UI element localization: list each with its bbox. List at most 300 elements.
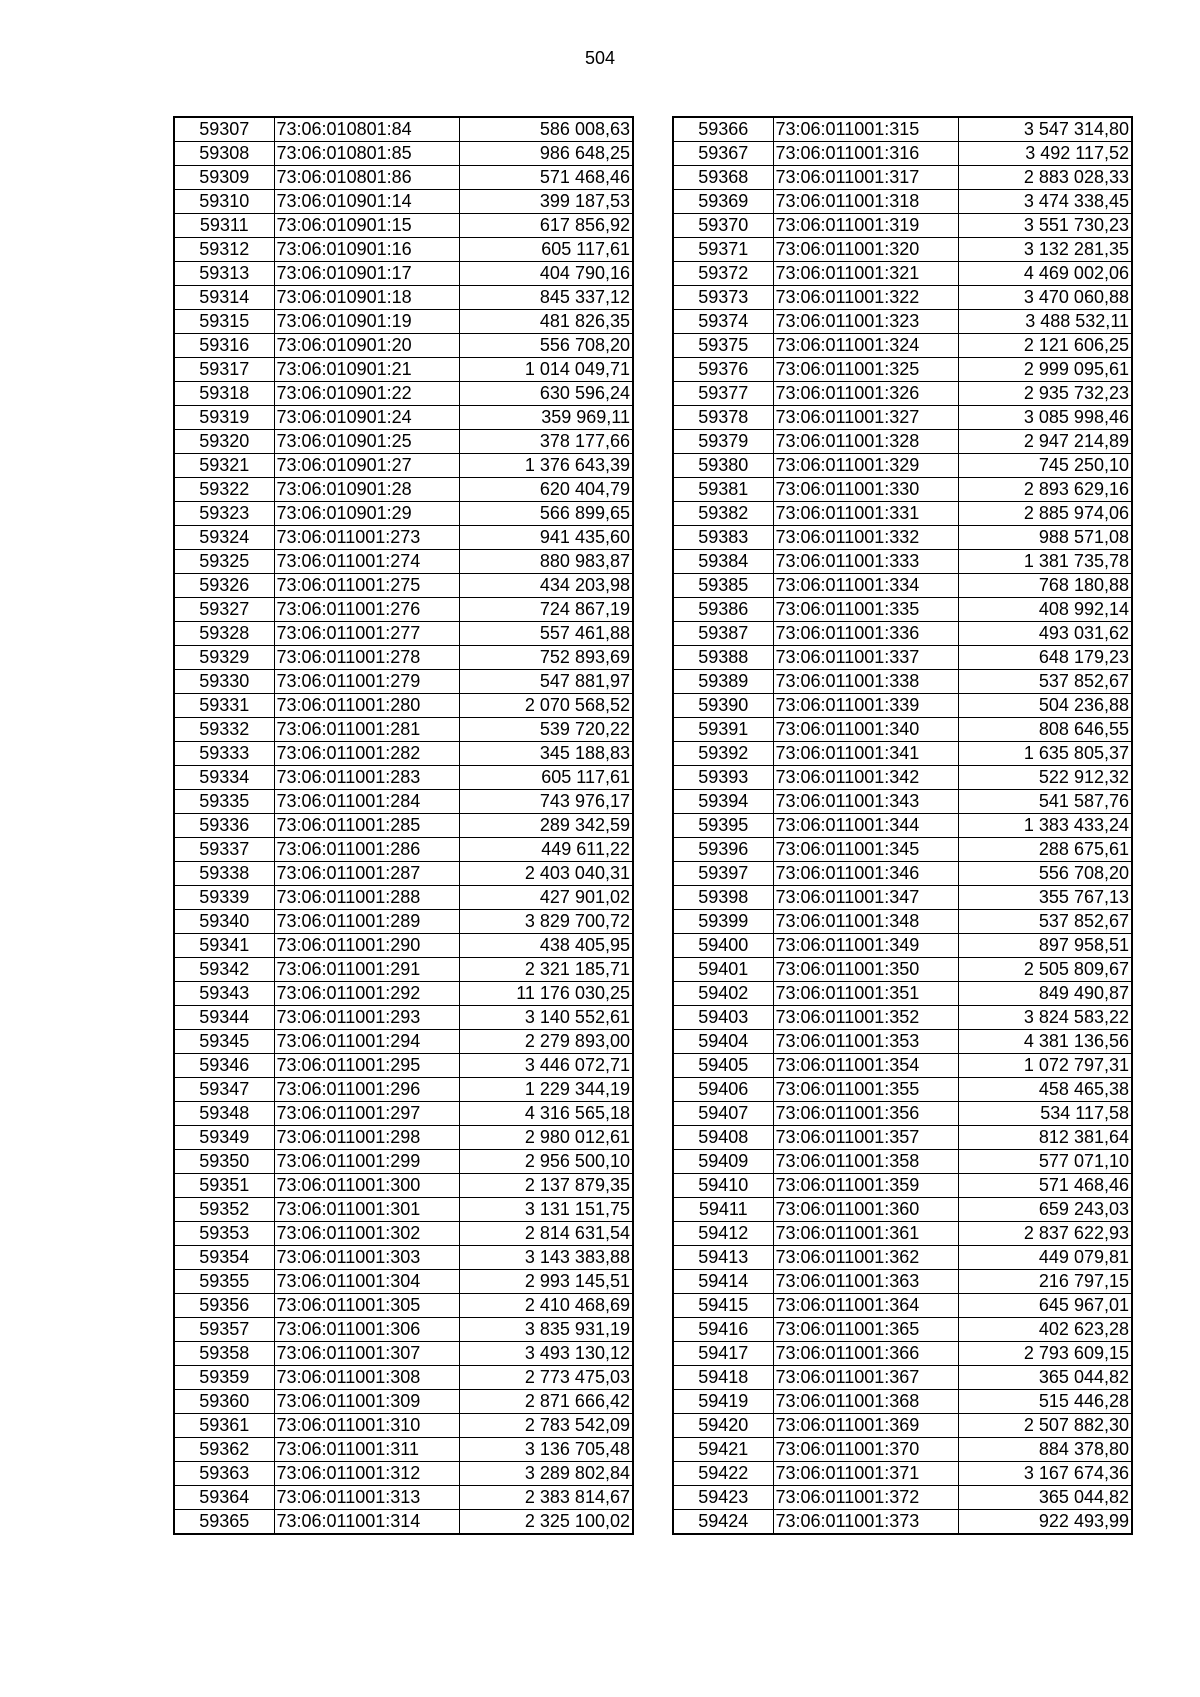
row-number-cell: 59346: [174, 1054, 274, 1078]
row-number-cell: 59383: [673, 526, 773, 550]
value-cell: 378 177,66: [459, 430, 633, 454]
cadastral-number-cell: 73:06:011001:294: [274, 1030, 459, 1054]
cadastral-number-cell: 73:06:011001:339: [773, 694, 958, 718]
row-number-cell: 59417: [673, 1342, 773, 1366]
cadastral-number-cell: 73:06:011001:273: [274, 526, 459, 550]
table-row: [174, 454, 633, 478]
row-number-cell: 59351: [174, 1174, 274, 1198]
cadastral-table-left: [173, 116, 634, 1535]
table-row: [673, 430, 1132, 454]
cadastral-number-cell: 73:06:011001:373: [773, 1510, 958, 1535]
value-cell: 2 321 185,71: [459, 958, 633, 982]
value-cell: 365 044,82: [958, 1486, 1132, 1510]
value-cell: 3 136 705,48: [459, 1438, 633, 1462]
row-number-cell: 59359: [174, 1366, 274, 1390]
cadastral-number-cell: 73:06:011001:365: [773, 1318, 958, 1342]
table-row: [673, 1246, 1132, 1270]
cadastral-number-cell: 73:06:011001:349: [773, 934, 958, 958]
cadastral-number-cell: 73:06:011001:358: [773, 1150, 958, 1174]
table-row: [673, 166, 1132, 190]
cadastral-number-cell: 73:06:011001:290: [274, 934, 459, 958]
row-number-cell: 59423: [673, 1486, 773, 1510]
row-number-cell: 59358: [174, 1342, 274, 1366]
row-number-cell: 59373: [673, 286, 773, 310]
cadastral-number-cell: 73:06:011001:309: [274, 1390, 459, 1414]
cadastral-number-cell: 73:06:011001:355: [773, 1078, 958, 1102]
row-number-cell: 59404: [673, 1030, 773, 1054]
table-row: [174, 1414, 633, 1438]
value-cell: 3 140 552,61: [459, 1006, 633, 1030]
table-row: [174, 574, 633, 598]
value-cell: 880 983,87: [459, 550, 633, 574]
cadastral-number-cell: 73:06:011001:338: [773, 670, 958, 694]
value-cell: 645 967,01: [958, 1294, 1132, 1318]
row-number-cell: 59347: [174, 1078, 274, 1102]
value-cell: 216 797,15: [958, 1270, 1132, 1294]
table-row: [673, 1270, 1132, 1294]
table-row: [174, 1150, 633, 1174]
table-row: [673, 190, 1132, 214]
table-row: [673, 1030, 1132, 1054]
table-row: [174, 1294, 633, 1318]
value-cell: 2 980 012,61: [459, 1126, 633, 1150]
cadastral-number-cell: 73:06:010901:20: [274, 334, 459, 358]
value-cell: 3 131 151,75: [459, 1198, 633, 1222]
cadastral-number-cell: 73:06:011001:361: [773, 1222, 958, 1246]
value-cell: 2 885 974,06: [958, 502, 1132, 526]
value-cell: 493 031,62: [958, 622, 1132, 646]
table-row: [673, 574, 1132, 598]
table-row: [174, 742, 633, 766]
value-cell: 522 912,32: [958, 766, 1132, 790]
row-number-cell: 59367: [673, 142, 773, 166]
cadastral-number-cell: 73:06:011001:295: [274, 1054, 459, 1078]
table-row: [174, 1054, 633, 1078]
cadastral-number-cell: 73:06:011001:300: [274, 1174, 459, 1198]
row-number-cell: 59342: [174, 958, 274, 982]
value-cell: 922 493,99: [958, 1510, 1132, 1535]
cadastral-number-cell: 73:06:011001:362: [773, 1246, 958, 1270]
table-row: [174, 1270, 633, 1294]
cadastral-number-cell: 73:06:011001:283: [274, 766, 459, 790]
value-cell: 2 410 468,69: [459, 1294, 633, 1318]
value-cell: 3 492 117,52: [958, 142, 1132, 166]
value-cell: 2 883 028,33: [958, 166, 1132, 190]
row-number-cell: 59309: [174, 166, 274, 190]
table-row: [673, 502, 1132, 526]
row-number-cell: 59340: [174, 910, 274, 934]
value-cell: 941 435,60: [459, 526, 633, 550]
table-row: [673, 1222, 1132, 1246]
table-row: [673, 862, 1132, 886]
cadastral-number-cell: 73:06:010801:85: [274, 142, 459, 166]
cadastral-number-cell: 73:06:011001:311: [274, 1438, 459, 1462]
value-cell: 724 867,19: [459, 598, 633, 622]
value-cell: 2 507 882,30: [958, 1414, 1132, 1438]
table-row: [174, 838, 633, 862]
row-number-cell: 59376: [673, 358, 773, 382]
table-row: [174, 982, 633, 1006]
cadastral-number-cell: 73:06:011001:310: [274, 1414, 459, 1438]
table-row: [673, 142, 1132, 166]
row-number-cell: 59409: [673, 1150, 773, 1174]
row-number-cell: 59390: [673, 694, 773, 718]
value-cell: 605 117,61: [459, 238, 633, 262]
cadastral-number-cell: 73:06:011001:353: [773, 1030, 958, 1054]
table-row: [673, 982, 1132, 1006]
row-number-cell: 59357: [174, 1318, 274, 1342]
row-number-cell: 59324: [174, 526, 274, 550]
table-row: [174, 238, 633, 262]
cadastral-number-cell: 73:06:011001:322: [773, 286, 958, 310]
value-cell: 2 279 893,00: [459, 1030, 633, 1054]
cadastral-number-cell: 73:06:011001:302: [274, 1222, 459, 1246]
value-cell: 1 072 797,31: [958, 1054, 1132, 1078]
value-cell: 427 901,02: [459, 886, 633, 910]
cadastral-number-cell: 73:06:010901:19: [274, 310, 459, 334]
row-number-cell: 59355: [174, 1270, 274, 1294]
cadastral-number-cell: 73:06:010901:28: [274, 478, 459, 502]
cadastral-number-cell: 73:06:011001:371: [773, 1462, 958, 1486]
cadastral-number-cell: 73:06:011001:278: [274, 646, 459, 670]
value-cell: 458 465,38: [958, 1078, 1132, 1102]
cadastral-number-cell: 73:06:011001:370: [773, 1438, 958, 1462]
row-number-cell: 59368: [673, 166, 773, 190]
cadastral-number-cell: 73:06:011001:343: [773, 790, 958, 814]
table-row: [174, 1366, 633, 1390]
value-cell: 3 547 314,80: [958, 117, 1132, 142]
value-cell: 2 893 629,16: [958, 478, 1132, 502]
row-number-cell: 59420: [673, 1414, 773, 1438]
row-number-cell: 59350: [174, 1150, 274, 1174]
row-number-cell: 59393: [673, 766, 773, 790]
cadastral-number-cell: 73:06:011001:324: [773, 334, 958, 358]
cadastral-number-cell: 73:06:011001:350: [773, 958, 958, 982]
table-row: [174, 1222, 633, 1246]
row-number-cell: 59310: [174, 190, 274, 214]
table-row: [673, 262, 1132, 286]
table-row: [174, 214, 633, 238]
cadastral-number-cell: 73:06:011001:292: [274, 982, 459, 1006]
table-row: [673, 958, 1132, 982]
value-cell: 2 999 095,61: [958, 358, 1132, 382]
value-cell: 288 675,61: [958, 838, 1132, 862]
cadastral-number-cell: 73:06:011001:307: [274, 1342, 459, 1366]
cadastral-number-cell: 73:06:011001:329: [773, 454, 958, 478]
table-row: [174, 1174, 633, 1198]
value-cell: 537 852,67: [958, 910, 1132, 934]
table-row: [673, 1102, 1132, 1126]
cadastral-number-cell: 73:06:011001:314: [274, 1510, 459, 1535]
cadastral-number-cell: 73:06:011001:288: [274, 886, 459, 910]
table-row: [174, 478, 633, 502]
table-row: [174, 1246, 633, 1270]
row-number-cell: 59403: [673, 1006, 773, 1030]
value-cell: 988 571,08: [958, 526, 1132, 550]
value-cell: 897 958,51: [958, 934, 1132, 958]
value-cell: 2 383 814,67: [459, 1486, 633, 1510]
value-cell: 4 381 136,56: [958, 1030, 1132, 1054]
table-row: [673, 526, 1132, 550]
cadastral-number-cell: 73:06:011001:281: [274, 718, 459, 742]
value-cell: 408 992,14: [958, 598, 1132, 622]
table-row: [673, 1342, 1132, 1366]
row-number-cell: 59402: [673, 982, 773, 1006]
cadastral-number-cell: 73:06:010901:15: [274, 214, 459, 238]
cadastral-number-cell: 73:06:011001:337: [773, 646, 958, 670]
row-number-cell: 59419: [673, 1390, 773, 1414]
row-number-cell: 59406: [673, 1078, 773, 1102]
value-cell: 534 117,58: [958, 1102, 1132, 1126]
table-row: [174, 1390, 633, 1414]
value-cell: 2 871 666,42: [459, 1390, 633, 1414]
row-number-cell: 59412: [673, 1222, 773, 1246]
row-number-cell: 59365: [174, 1510, 274, 1535]
row-number-cell: 59335: [174, 790, 274, 814]
row-number-cell: 59312: [174, 238, 274, 262]
cadastral-number-cell: 73:06:011001:323: [773, 310, 958, 334]
table-row: [174, 1486, 633, 1510]
row-number-cell: 59345: [174, 1030, 274, 1054]
table-row: [673, 1486, 1132, 1510]
cadastral-number-cell: 73:06:010901:14: [274, 190, 459, 214]
cadastral-number-cell: 73:06:011001:316: [773, 142, 958, 166]
table-row: [174, 1078, 633, 1102]
row-number-cell: 59341: [174, 934, 274, 958]
table-row: [174, 1006, 633, 1030]
cadastral-number-cell: 73:06:011001:287: [274, 862, 459, 886]
table-row: [673, 1006, 1132, 1030]
value-cell: 884 378,80: [958, 1438, 1132, 1462]
table-row: [174, 550, 633, 574]
value-cell: 586 008,63: [459, 117, 633, 142]
row-number-cell: 59370: [673, 214, 773, 238]
table-row: [673, 694, 1132, 718]
cadastral-number-cell: 73:06:011001:285: [274, 814, 459, 838]
cadastral-number-cell: 73:06:010901:22: [274, 382, 459, 406]
value-cell: 2 783 542,09: [459, 1414, 633, 1438]
table-row: [673, 910, 1132, 934]
value-cell: 812 381,64: [958, 1126, 1132, 1150]
value-cell: 808 646,55: [958, 718, 1132, 742]
value-cell: 3 551 730,23: [958, 214, 1132, 238]
row-number-cell: 59394: [673, 790, 773, 814]
value-cell: 11 176 030,25: [459, 982, 633, 1006]
table-row: [673, 358, 1132, 382]
value-cell: 2 505 809,67: [958, 958, 1132, 982]
table-row: [174, 1126, 633, 1150]
value-cell: 3 143 383,88: [459, 1246, 633, 1270]
row-number-cell: 59349: [174, 1126, 274, 1150]
row-number-cell: 59334: [174, 766, 274, 790]
table-row: [174, 910, 633, 934]
table-row: [673, 1366, 1132, 1390]
value-cell: 515 446,28: [958, 1390, 1132, 1414]
cadastral-number-cell: 73:06:011001:276: [274, 598, 459, 622]
cadastral-number-cell: 73:06:011001:293: [274, 1006, 459, 1030]
row-number-cell: 59392: [673, 742, 773, 766]
value-cell: 2 325 100,02: [459, 1510, 633, 1535]
value-cell: 1 014 049,71: [459, 358, 633, 382]
table-row: [673, 286, 1132, 310]
cadastral-number-cell: 73:06:011001:297: [274, 1102, 459, 1126]
row-number-cell: 59315: [174, 310, 274, 334]
table-row: [174, 190, 633, 214]
value-cell: 399 187,53: [459, 190, 633, 214]
table-body: [174, 117, 633, 1534]
cadastral-number-cell: 73:06:011001:351: [773, 982, 958, 1006]
row-number-cell: 59424: [673, 1510, 773, 1535]
value-cell: 1 635 805,37: [958, 742, 1132, 766]
table-row: [673, 814, 1132, 838]
value-cell: 648 179,23: [958, 646, 1132, 670]
table-row: [174, 934, 633, 958]
cadastral-number-cell: 73:06:011001:330: [773, 478, 958, 502]
value-cell: 1 229 344,19: [459, 1078, 633, 1102]
cadastral-number-cell: 73:06:011001:366: [773, 1342, 958, 1366]
row-number-cell: 59337: [174, 838, 274, 862]
cadastral-number-cell: 73:06:010901:29: [274, 502, 459, 526]
cadastral-number-cell: 73:06:010901:16: [274, 238, 459, 262]
table-row: [673, 742, 1132, 766]
table-row: [673, 598, 1132, 622]
table-row: [673, 1174, 1132, 1198]
value-cell: 3 085 998,46: [958, 406, 1132, 430]
table-row: [673, 214, 1132, 238]
cadastral-number-cell: 73:06:011001:318: [773, 190, 958, 214]
table-row: [174, 790, 633, 814]
value-cell: 3 289 802,84: [459, 1462, 633, 1486]
row-number-cell: 59353: [174, 1222, 274, 1246]
row-number-cell: 59369: [673, 190, 773, 214]
table-row: [673, 1078, 1132, 1102]
value-cell: 620 404,79: [459, 478, 633, 502]
table-row: [174, 526, 633, 550]
row-number-cell: 59354: [174, 1246, 274, 1270]
table-row: [673, 1126, 1132, 1150]
cadastral-number-cell: 73:06:010801:84: [274, 117, 459, 142]
value-cell: 768 180,88: [958, 574, 1132, 598]
table-row: [174, 1438, 633, 1462]
cadastral-number-cell: 73:06:011001:372: [773, 1486, 958, 1510]
row-number-cell: 59327: [174, 598, 274, 622]
table-row: [174, 694, 633, 718]
cadastral-number-cell: 73:06:011001:317: [773, 166, 958, 190]
cadastral-number-cell: 73:06:011001:320: [773, 238, 958, 262]
table-row: [174, 1102, 633, 1126]
table-row: [673, 334, 1132, 358]
value-cell: 2 403 040,31: [459, 862, 633, 886]
table-row: [174, 670, 633, 694]
table-row: [673, 886, 1132, 910]
row-number-cell: 59374: [673, 310, 773, 334]
value-cell: 2 137 879,35: [459, 1174, 633, 1198]
cadastral-number-cell: 73:06:011001:336: [773, 622, 958, 646]
row-number-cell: 59363: [174, 1462, 274, 1486]
row-number-cell: 59398: [673, 886, 773, 910]
cadastral-number-cell: 73:06:011001:340: [773, 718, 958, 742]
row-number-cell: 59317: [174, 358, 274, 382]
table-row: [673, 934, 1132, 958]
cadastral-number-cell: 73:06:011001:286: [274, 838, 459, 862]
table-row: [174, 1318, 633, 1342]
value-cell: 289 342,59: [459, 814, 633, 838]
cadastral-number-cell: 73:06:011001:289: [274, 910, 459, 934]
value-cell: 449 079,81: [958, 1246, 1132, 1270]
cadastral-number-cell: 73:06:011001:360: [773, 1198, 958, 1222]
cadastral-number-cell: 73:06:011001:333: [773, 550, 958, 574]
row-number-cell: 59387: [673, 622, 773, 646]
value-cell: 2 121 606,25: [958, 334, 1132, 358]
table-row: [174, 766, 633, 790]
row-number-cell: 59348: [174, 1102, 274, 1126]
row-number-cell: 59322: [174, 478, 274, 502]
row-number-cell: 59356: [174, 1294, 274, 1318]
table-row: [174, 1462, 633, 1486]
value-cell: 438 405,95: [459, 934, 633, 958]
row-number-cell: 59328: [174, 622, 274, 646]
row-number-cell: 59397: [673, 862, 773, 886]
value-cell: 355 767,13: [958, 886, 1132, 910]
row-number-cell: 59331: [174, 694, 274, 718]
table-row: [174, 814, 633, 838]
value-cell: 556 708,20: [958, 862, 1132, 886]
table-row: [174, 502, 633, 526]
row-number-cell: 59330: [174, 670, 274, 694]
cadastral-number-cell: 73:06:011001:359: [773, 1174, 958, 1198]
table-row: [174, 358, 633, 382]
cadastral-number-cell: 73:06:010801:86: [274, 166, 459, 190]
row-number-cell: 59389: [673, 670, 773, 694]
value-cell: 605 117,61: [459, 766, 633, 790]
row-number-cell: 59375: [673, 334, 773, 358]
cadastral-number-cell: 73:06:011001:301: [274, 1198, 459, 1222]
row-number-cell: 59371: [673, 238, 773, 262]
value-cell: 557 461,88: [459, 622, 633, 646]
table-row: [174, 117, 633, 142]
row-number-cell: 59372: [673, 262, 773, 286]
value-cell: 845 337,12: [459, 286, 633, 310]
table-row: [673, 838, 1132, 862]
row-number-cell: 59313: [174, 262, 274, 286]
row-number-cell: 59308: [174, 142, 274, 166]
table-row: [174, 286, 633, 310]
row-number-cell: 59364: [174, 1486, 274, 1510]
value-cell: 504 236,88: [958, 694, 1132, 718]
table-row: [174, 262, 633, 286]
value-cell: 539 720,22: [459, 718, 633, 742]
cadastral-number-cell: 73:06:011001:352: [773, 1006, 958, 1030]
value-cell: 2 837 622,93: [958, 1222, 1132, 1246]
value-cell: 481 826,35: [459, 310, 633, 334]
page-number: 504: [584, 48, 616, 68]
value-cell: 752 893,69: [459, 646, 633, 670]
table-row: [174, 862, 633, 886]
cadastral-number-cell: 73:06:011001:282: [274, 742, 459, 766]
row-number-cell: 59326: [174, 574, 274, 598]
row-number-cell: 59307: [174, 117, 274, 142]
row-number-cell: 59414: [673, 1270, 773, 1294]
cadastral-number-cell: 73:06:011001:368: [773, 1390, 958, 1414]
row-number-cell: 59411: [673, 1198, 773, 1222]
table-row: [174, 334, 633, 358]
cadastral-number-cell: 73:06:011001:332: [773, 526, 958, 550]
table-row: [673, 1438, 1132, 1462]
cadastral-number-cell: 73:06:011001:347: [773, 886, 958, 910]
value-cell: 556 708,20: [459, 334, 633, 358]
cadastral-number-cell: 73:06:011001:335: [773, 598, 958, 622]
value-cell: 2 793 609,15: [958, 1342, 1132, 1366]
